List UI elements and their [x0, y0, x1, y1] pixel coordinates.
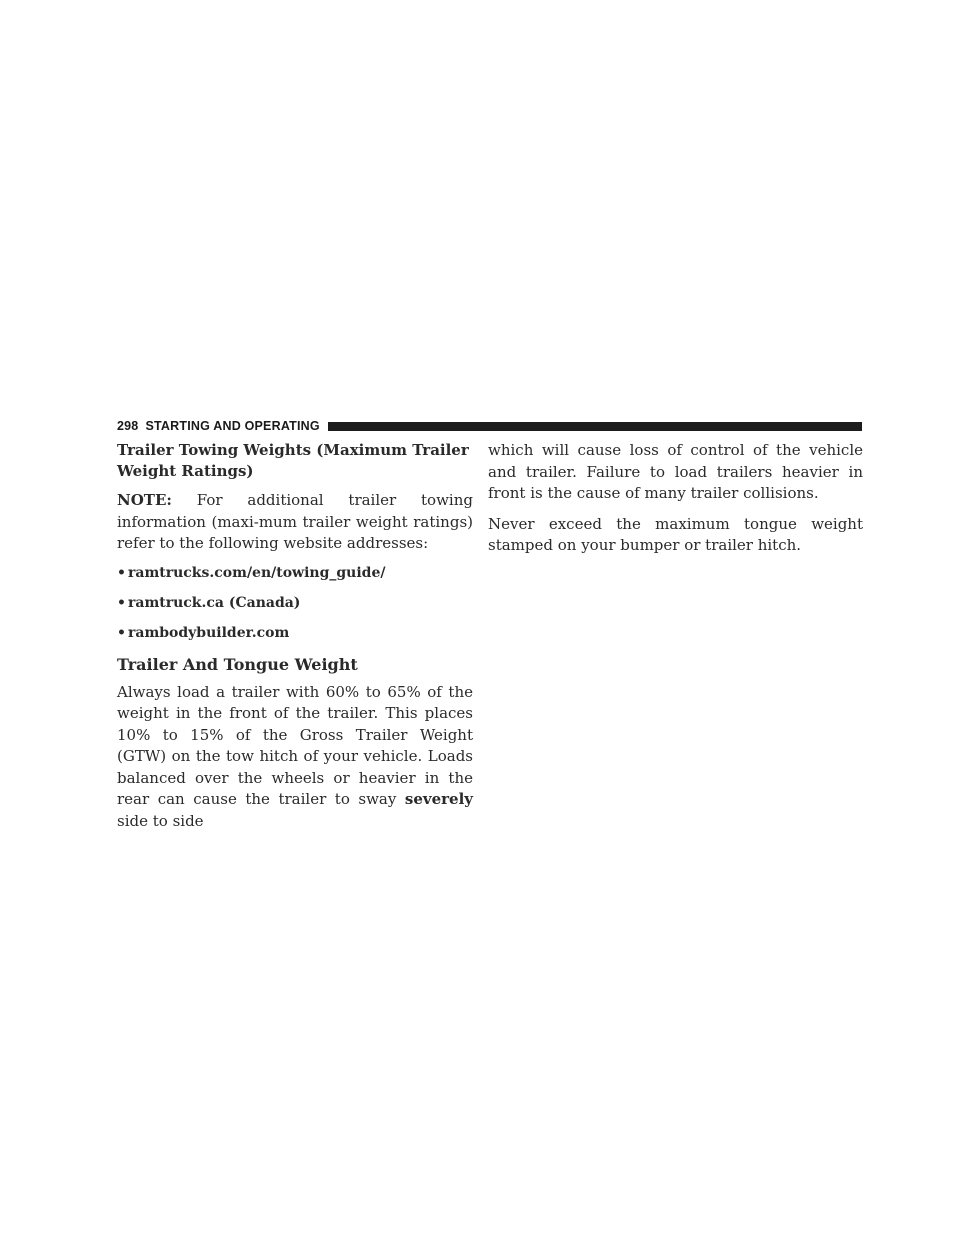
list-item — [117, 594, 473, 612]
note-text: For additional trailer towing information (maxi-mum trailer weight ratings) refer to the following website addresses: — [117, 491, 473, 552]
section-title: STARTING AND OPERATING — [145, 419, 320, 433]
note-label: NOTE: — [117, 491, 172, 509]
note-paragraph — [117, 490, 473, 555]
website-link-text: rambodybuilder.com — [128, 624, 290, 641]
page-header — [117, 418, 862, 434]
heading-trailer-tongue-weight: Trailer And Tongue Weight — [117, 654, 358, 674]
max-tongue-weight-paragraph: Never exceed the maximum tongue weight stamped on your bumper or trailer hitch. — [488, 514, 863, 554]
emphasis-severely: severely — [404, 790, 473, 808]
bullet-icon: • — [117, 564, 126, 581]
list-item — [117, 564, 473, 582]
tongue-weight-paragraph — [117, 682, 473, 833]
website-list — [117, 564, 473, 642]
list-item — [117, 624, 473, 642]
website-link-text: ramtrucks.com/en/towing_guide/ — [128, 564, 386, 581]
bullet-icon: • — [117, 594, 126, 611]
right-column — [488, 440, 863, 566]
page-number: 298 — [117, 419, 139, 433]
website-link-text: ramtruck.ca (Canada) — [128, 594, 301, 611]
tongue-text-b: side to side — [117, 811, 204, 830]
heading-trailer-towing-weights: Trailer Towing Weights (Maximum Trailer Weight Ratings) — [117, 441, 469, 480]
bullet-icon: • — [117, 624, 126, 641]
header-rule — [328, 422, 862, 431]
left-column — [117, 440, 473, 841]
continuation-paragraph: which will cause loss of control of the vehicle and trailer. Failure to load trailers heavier in front is the cause of many trailer collisions. — [488, 441, 863, 502]
tongue-text-a: Always load a trailer with 60% to 65% of the weight in the front of the trailer. This places 10% to 15% of the Gross Trailer Weight (GTW) on the tow hitch of your vehicle. Loads balanced over the wheels or heavier in the rear can cause the trailer to sway — [117, 682, 473, 808]
